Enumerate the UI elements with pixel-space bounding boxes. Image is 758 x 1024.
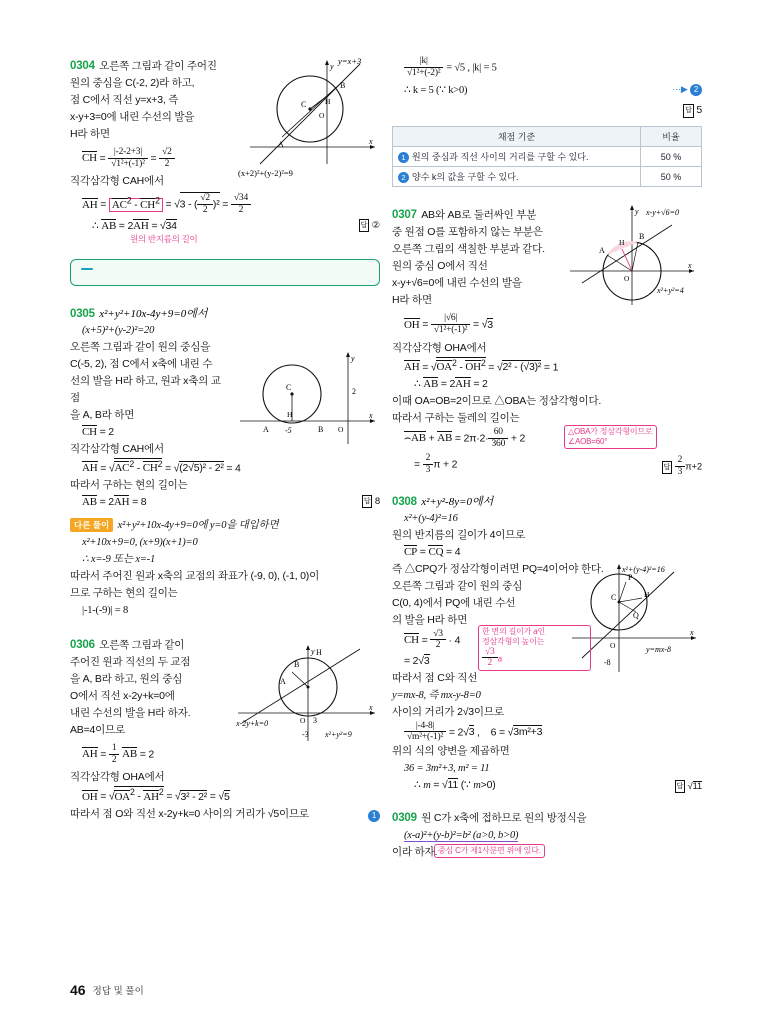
svg-text:H: H [619, 238, 625, 248]
svg-text:x: x [369, 137, 373, 146]
problem-0308-line-1: 원의 반지름의 길이가 4이므로 [392, 528, 526, 541]
problem-0306-eq-2: OH = $√OA^2 - AH^2 = √3^2 - 2^2 = √5$ [82, 787, 230, 803]
problem-0305-line-2b: 따라서 구하는 현의 길이는 [70, 479, 188, 491]
problem-0304-line-2: 원의 중심을 C(-2, 2)라 하고, [70, 77, 195, 89]
problem-0304-line-3: 점 C에서 직선 y=x+3, 즉 [70, 94, 179, 106]
problem-0305-line-4: 을 A, B라 하면 [70, 408, 135, 421]
problem-0307-line-6: H라 하면 [392, 294, 432, 307]
svg-text:B: B [294, 660, 300, 669]
problem-0305-eq-1: CH = 2 [82, 425, 114, 438]
svg-text:O: O [319, 111, 325, 120]
problem-0308-eq-1: CP = CQ = 4 [404, 545, 461, 558]
problem-0306-line-final: 따라서 점 O와 직선 x-2y+k=0 사이의 거리가 √5이므로 1 [70, 806, 380, 823]
problem-0304 [70, 56, 380, 245]
svg-text:O: O [624, 274, 630, 284]
svg-text:O: O [300, 716, 306, 725]
alt-line-2: x²+10x+9=0, (x+9)(x+1)=0 [82, 537, 198, 548]
svg-text:A: A [278, 140, 284, 149]
svg-text:y=x+3: y=x+3 [338, 56, 362, 66]
figure-0305 [230, 346, 380, 451]
problem-number-0309: 0309 [392, 812, 417, 824]
problem-0309 [392, 808, 702, 861]
problem-0308-eq-3: = 2√3 [404, 654, 430, 667]
svg-text:x²+y²=9: x²+y²=9 [325, 730, 352, 739]
problem-0306-tri-line: 직각삼각형 OHA에서 [70, 771, 165, 784]
problem-0306-eq-1: AH = $\frac{1}{2}$ AB = 2 [82, 743, 155, 765]
scoring-table [392, 126, 702, 187]
problem-number-0305: 0305 [70, 307, 95, 320]
svg-text:B: B [639, 232, 645, 242]
problem-0308-head-1: x²+y²-8y=0에서 [421, 495, 494, 508]
scoring-table-header-row [393, 127, 702, 147]
table-row [393, 167, 702, 187]
problem-0307-line-3: 오른쪽 그림의 색칠한 부분과 같다. [392, 243, 545, 256]
table-row [393, 147, 702, 167]
problem-0306c-eq-2: ∴ k = 5 (∵ k>0) ···▶ 2 [404, 82, 702, 99]
svg-text:2: 2 [352, 386, 356, 396]
svg-text:O: O [610, 640, 616, 650]
svg-text:x²+(y-4)²=16: x²+(y-4)²=16 [622, 564, 665, 574]
svg-text:H: H [316, 648, 322, 657]
problem-number-0307: 0307 [392, 209, 417, 222]
figure-0304 [230, 52, 380, 178]
svg-text:C: C [286, 382, 292, 392]
problem-0308-note: 한 변의 길이가 a인 정삼각형의 높이는 $\frac{√3}{2}$ a [478, 625, 591, 671]
problem-0305-line-2: C(-5, 2), 점 C에서 x축에 내린 수 [70, 357, 213, 370]
svg-text:x-y+√6=0: x-y+√6=0 [646, 208, 679, 218]
problem-0304-eq-1: CH = $\frac{|-2-2+3|}{\text{√1²+(-1)²}}$ = $\frac{√2}{2}$ [82, 147, 380, 169]
problem-0307 [392, 205, 702, 475]
problem-0308-line-6: 따라서 점 C와 직선 [392, 671, 478, 684]
problem-0307-line-5: x-y+√6=0에 내린 수선의 발을 [392, 277, 522, 290]
problem-0305-eq-3: AB = 2AH = 8 답 8 [82, 496, 380, 508]
problem-0304-line-4: x-y+3=0에 내린 수선의 발을 [70, 111, 195, 123]
svg-text:x: x [688, 261, 692, 271]
svg-text:A: A [599, 246, 605, 256]
scoring-row-1-text: 1 원의 중심과 직선 사이의 거리를 구할 수 있다. [393, 147, 641, 167]
problem-0304-answer: 답 ② [360, 219, 380, 231]
problem-0307-answer: 답 $\frac{2}{3}$ π+2 [663, 455, 702, 477]
problem-0305-answer: 답 8 [363, 496, 380, 507]
svg-text:y: y [330, 62, 334, 71]
figure-0307 [562, 201, 702, 316]
problem-0307-note: △OBA가 정삼각형이므로 ∠AOB=60° [564, 425, 657, 449]
problem-0307-eq-3: ∴ AB = 2AH = 2 [414, 378, 488, 390]
problem-0307-line-7: 이때 OA=OB=2이므로 △OBA는 정삼각형이다. [392, 395, 602, 407]
problem-number-0308: 0308 [392, 495, 417, 508]
problem-0305 [70, 304, 380, 620]
scoring-header-ratio: 비율 [641, 127, 702, 147]
problem-0307-tri-line: 직각삼각형 OHA에서 [392, 341, 487, 354]
problem-0308-line-2: 즉 △CPQ가 정삼각형이려면 PQ=4이어야 한다. [392, 562, 604, 575]
problem-0304-line-1: 오른쪽 그림과 같이 주어진 [99, 60, 217, 72]
problem-0308-eq-5: 36 = 3m²+3, m² = 11 [404, 763, 490, 774]
svg-text:-5: -5 [285, 425, 292, 435]
problem-0305-head-2: (x+5)²+(y-2)²=20 [82, 324, 155, 336]
problem-0304-eq-3: ∴ AB = 2AH = √34 답 ② [92, 219, 380, 232]
figure-0306 [230, 641, 380, 751]
problem-0305-alt-solution [70, 515, 380, 619]
svg-text:B: B [340, 81, 346, 90]
svg-text:Q: Q [633, 610, 639, 620]
problem-0306-line-3: 을 A, B라 하고, 원의 중심 [70, 673, 183, 685]
problem-0308-eq-2: CH = $\frac{√3}{2}$ · 4 한 변의 길이가 a인 정삼각형의 높이는 $\frac{√3}{2}$ a [404, 629, 702, 651]
svg-text:y: y [635, 207, 639, 217]
problem-0308-answer: 답 √11 [676, 781, 702, 792]
problem-0307-eq-4: ⌢AB + AB = 2π·2· $\frac{60}{360}$ + 2 △OBA가 정삼각형이므로 ∠AOB=60° [404, 427, 702, 449]
svg-text:-8: -8 [604, 657, 611, 667]
alt-solution-tag: 다른 풀이 [70, 518, 113, 532]
alt-line-1: x²+y²+10x-4y+9=0에 y=0을 대입하면 [117, 520, 279, 531]
svg-text:y=mx-8: y=mx-8 [646, 644, 671, 654]
problem-0304-line-5: H라 하면 [70, 128, 110, 140]
svg-text:A: A [263, 424, 269, 434]
problem-0306-marker: 1 [368, 808, 380, 823]
problem-0306-continued [392, 56, 702, 187]
problem-0307-line-8: 따라서 구하는 둘레의 길이는 [392, 412, 520, 424]
scoring-row-1-ratio: 50 % [641, 147, 702, 167]
problem-0309-line-1: 원 C가 x축에 접하므로 원의 방정식을 [421, 812, 587, 824]
problem-0307-line-1: AB와 AB로 둘러싸인 부분 [421, 209, 537, 222]
ssen-badge [81, 268, 93, 270]
problem-0309-note: 중심 C가 제1사분면 위에 있다. [434, 844, 545, 858]
svg-text:C: C [301, 100, 307, 109]
alt-line-4: 따라서 주어진 원과 x축의 교점의 좌표가 (-9, 0), (-1, 0)이 [70, 570, 320, 582]
svg-text:x: x [369, 410, 373, 420]
problem-0308-line-5: 의 발을 H라 하면 [392, 613, 468, 626]
right-column [392, 56, 702, 875]
alt-line-5: 므로 구하는 현의 길이는 [70, 587, 178, 599]
problem-0306-line-4: O에서 직선 x-2y+k=0에 [70, 690, 175, 702]
problem-0309-eq-1: (x-a)²+(y-b)²=b² (a>0, b>0) [404, 830, 519, 841]
problem-0305-tri-line: 직각삼각형 CAH에서 [70, 442, 164, 455]
problem-0307-eq-1: OH = $\frac{|√6|}{\text{√1²+(-1)²}}$ = √3 [404, 313, 493, 335]
problem-0308-head-2: x²+(y-4)²=16 [404, 512, 458, 524]
svg-text:-3: -3 [302, 730, 309, 739]
problem-0306-line-6: AB=4이므로 [70, 724, 126, 736]
svg-text:x: x [690, 627, 694, 637]
problem-0306-line-5: 내린 수선의 발을 H라 하자. [70, 707, 191, 719]
svg-text:3: 3 [313, 716, 317, 725]
problem-number-0304: 0304 [70, 60, 95, 72]
problem-0304-eq-2: AH = $AC^2 - CH^2 = √3$ - ( $\frac{√2}{2}$ )² = $\frac{√34}{2}$ [82, 192, 380, 215]
problem-0306c-answer: 답 5 [685, 104, 702, 117]
svg-text:A: A [280, 677, 286, 686]
svg-text:P: P [628, 572, 633, 582]
scoring-header-criteria: 채점 기준 [393, 127, 641, 147]
problem-0308-line-3: 오른쪽 그림과 같이 원의 중심 [392, 579, 523, 592]
ssen-title-row [81, 268, 369, 270]
svg-text:y: y [351, 353, 355, 363]
problem-0305-head-1: x²+y²+10x-4y+9=0에서 [99, 307, 208, 320]
problem-0308-line-8: 사이의 거리가 2√3이므로 [392, 705, 504, 718]
ssen-special-box [70, 259, 380, 286]
problem-0305-eq-2: AH = $√AC^2 - CH^2 = √(2√5)^2 - 2^2 = 4$ [82, 458, 241, 474]
problem-0307-eq-5: = $\frac{2}{3}$ π + 2 답 $\frac{2}{3}$ π+2 [414, 453, 702, 477]
svg-text:C: C [611, 592, 617, 602]
problem-0308 [392, 492, 702, 795]
problem-0306c-marker: ···▶ 2 [672, 82, 702, 97]
problem-0306 [70, 635, 380, 823]
alt-line-6: |-1-(-9)| = 8 [82, 605, 129, 616]
svg-text:H: H [287, 409, 293, 419]
figure-0304-circle-eq: (x+2)²+(y-2)²=9 [238, 168, 293, 178]
svg-text:x²+y²=4: x²+y²=4 [657, 286, 684, 296]
problem-0308-line-9: 위의 식의 양변을 제곱하면 [392, 745, 510, 757]
problem-0307-eq-2: AH = $√OA^2 - OH^2 = √2^2 - (√3)^2 = 1$ [404, 357, 559, 373]
problem-0308-line-4: C(0, 4)에서 PQ에 내린 수선 [392, 596, 516, 609]
page-number: 46 [70, 982, 86, 998]
problem-number-0306: 0306 [70, 639, 95, 651]
svg-text:H: H [325, 97, 331, 106]
problem-0305-line-3: 선의 발을 H라 하고, 원과 x축의 교점 [70, 374, 221, 404]
problem-0305-line-1: 오른쪽 그림과 같이 원의 중심을 [70, 340, 211, 353]
problem-0308-eq-4: $\frac{|-4-8|}{\text{√m²+(-1)²}}$ = 2√3 , 6 = √3m²+3 [404, 721, 702, 743]
alt-line-3: ∴ x=-9 또는 x=-1 [82, 554, 156, 565]
page-footer [70, 982, 144, 998]
problem-0308-eq-6: ∴ m = √11 (∵ m>0) 답 √11 [414, 777, 702, 794]
scoring-row-2-ratio: 50 % [641, 167, 702, 187]
left-column [70, 56, 380, 837]
svg-text:O: O [338, 424, 344, 434]
problem-0307-line-2: 중 원점 O를 포함하지 않는 부분은 [392, 226, 543, 239]
problem-0304-tri-line: 직각삼각형 CAH에서 [70, 175, 164, 188]
svg-text:B: B [318, 424, 324, 434]
footer-label: 정답 및 풀이 [92, 986, 144, 997]
problem-0306-line-1: 오른쪽 그림과 같이 [99, 639, 185, 651]
problem-0304-note: 원의 반지름의 길이 [130, 233, 198, 244]
problem-0309-line-2: 이라 하자. 중심 C가 제1사분면 위에 있다. [392, 844, 702, 861]
problem-0307-line-4: 원의 중심 O에서 직선 [392, 260, 488, 273]
svg-text:y: y [311, 647, 315, 656]
problem-0306-line-2: 주어진 원과 직선의 두 교점 [70, 656, 191, 668]
svg-text:x-2y+k=0: x-2y+k=0 [236, 719, 269, 728]
problem-0308-line-7: y=mx-8, 즉 mx-y-8=0 [392, 689, 481, 701]
svg-text:H: H [644, 589, 650, 599]
svg-text:x: x [369, 703, 373, 712]
problem-0306c-eq-1: $\frac{|k|}{\text{√1²+(-2)²}}$ = √5 , |k| = 5 [404, 56, 702, 78]
scoring-row-2-text: 2 양수 k의 값을 구할 수 있다. [393, 167, 641, 187]
